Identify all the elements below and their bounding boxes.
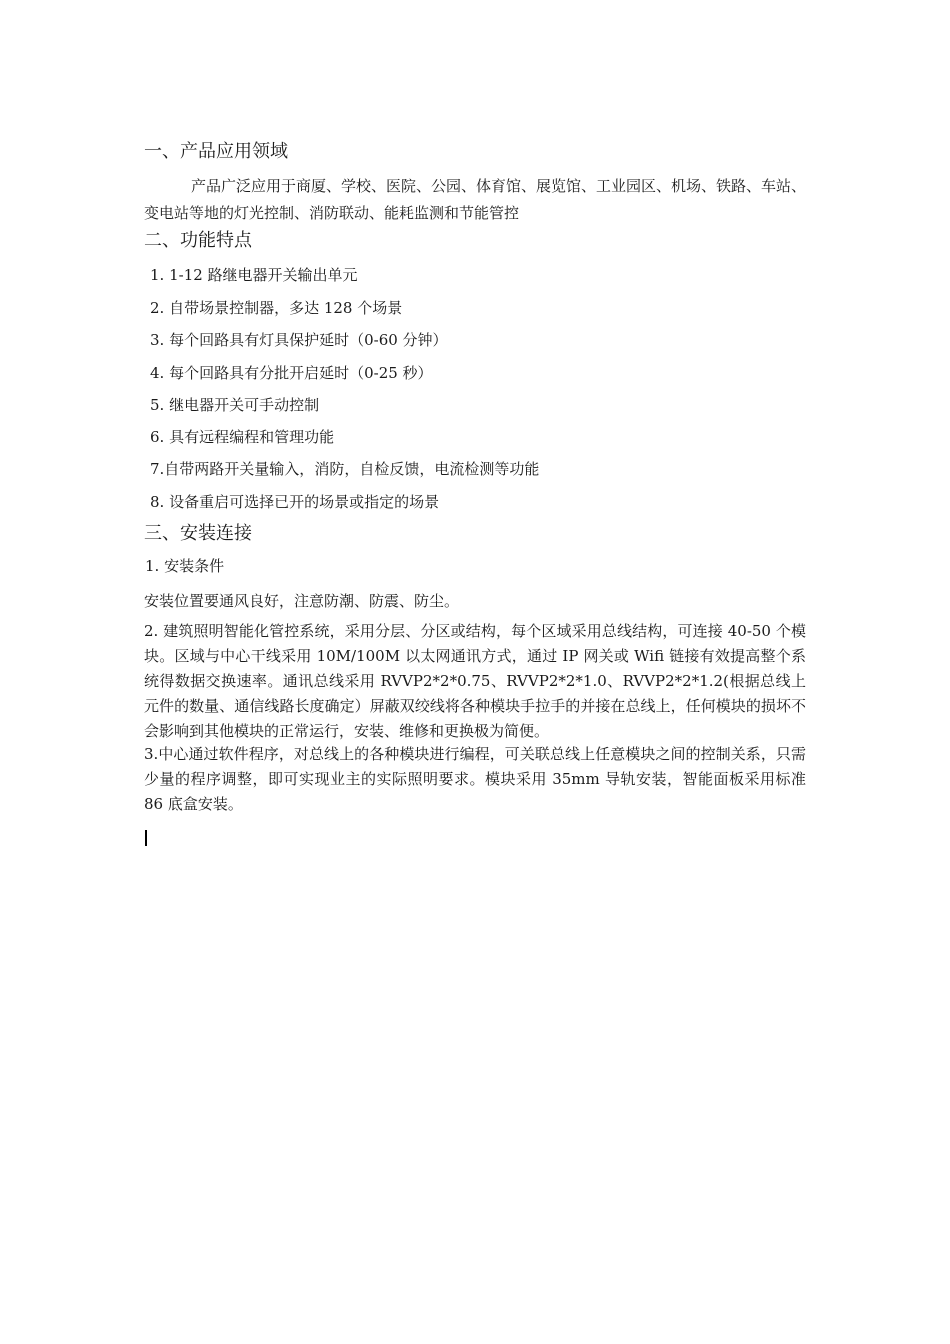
- feature-item-7: 7.自带两路开关量输入，消防，自检反馈，电流检测等功能: [150, 460, 540, 478]
- section2-heading: 二、功能特点: [144, 230, 252, 251]
- install-paragraph-3: 3.中心通过软件程序，对总线上的各种模块进行编程，可关联总线上任意模块之间的控制关系，只需少量的程序调整，即可实现业主的实际照明要求。模块采用 35mm 导轨安装，智能面板采用标准 86 底盒安装。: [144, 745, 806, 813]
- feature-item-6: 6. 具有远程编程和管理功能: [150, 428, 335, 446]
- install-condition-title: 1. 安装条件: [145, 557, 225, 575]
- feature-item-1: 1. 1-12 路继电器开关输出单元: [150, 266, 358, 284]
- section1-heading: 一、产品应用领域: [144, 141, 288, 162]
- feature-item-8: 8. 设备重启可选择已开的场景或指定的场景: [150, 493, 440, 511]
- text-cursor: [145, 830, 147, 846]
- feature-item-5: 5. 继电器开关可手动控制: [150, 396, 320, 414]
- section3-heading: 三、安装连接: [144, 523, 252, 544]
- install-condition-body: 安装位置要通风良好，注意防潮、防震、防尘。: [144, 592, 460, 610]
- feature-item-3: 3. 每个回路具有灯具保护延时（0-60 分钟）: [150, 331, 448, 349]
- section1-body: 产品广泛应用于商厦、学校、医院、公园、体育馆、展览馆、工业园区、机场、铁路、车站、变电站等地的灯光控制、消防联动、能耗监测和节能管控: [144, 177, 807, 222]
- feature-item-4: 4. 每个回路具有分批开启延时（0-25 秒）: [150, 364, 433, 382]
- feature-item-2: 2. 自带场景控制器，多达 128 个场景: [150, 299, 403, 317]
- install-paragraph-2: 2. 建筑照明智能化管控系统，采用分层、分区或结构，每个区域采用总线结构，可连接 40-50 个模块。区域与中心干线采用 10M/100M 以太网通讯方式，通过 IP 网关或 Wifi 链接有效提高整个系统得数据交换速率。通讯总线采用 RVVP2*2*0.75、RVVP2*2*1.0、RVVP2*2*1.2(根据总线上元件的数量、通信线路长度确定）屏蔽双绞线将各种模块手拉手的并接在总线上，任何模块的损坏不会影响到其他模块的正常运行，安装、维修和更换极为简便。: [144, 622, 806, 740]
